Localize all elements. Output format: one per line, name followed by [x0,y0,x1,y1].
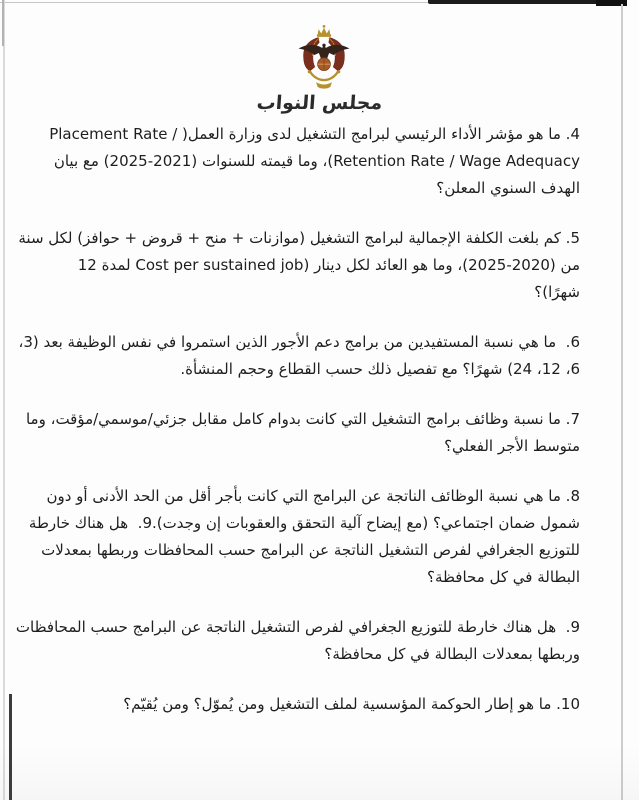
question-line: البطالة في كل محافظة؟ [427,568,580,586]
question-line: 4. ما هو مؤشر الأداء الرئيسي لبرامج التشغيل لدى وزارة العمل( / Placement Rate [49,125,580,143]
question-line: 8. ما هي نسبة الوظائف الناتجة عن البرامج التي كانت بأجر أقل من الحد الأدنى أو دون [46,487,580,505]
question-item-9 [15,614,580,668]
question-line: شهرًا)؟ [534,283,580,301]
question-item-6 [18,329,580,383]
question-line: الهدف السنوي المعلن؟ [436,179,580,197]
scan-edge-left-top [2,0,4,46]
question-item-4 [40,121,580,202]
question-item-5 [18,225,580,306]
jordan-coat-of-arms-icon [292,24,356,94]
scan-edge-top-faint [0,2,625,3]
question-line: وربطها بمعدلات البطالة في كل محافظة؟ [324,645,580,663]
question-item-7 [25,406,580,460]
question-line: للتوزيع الجغرافي لفرص التشغيل الناتجة عن البرامج حسب المحافظات وربطها بمعدلات [41,541,580,559]
question-line: 7. ما نسبة وظائف برامج التشغيل التي كانت بدوام كامل مقابل جزئي/موسمي/مؤقت، وما [25,410,580,428]
question-line: 10. ما هو إطار الحوكمة المؤسسية لملف التشغيل ومن يُموّل؟ ومن يُقيّم؟ [123,695,580,713]
scan-edge-top-blob [596,0,627,6]
question-line: 5. كم بلغت الكلفة الإجمالية لبرامج التشغيل (موازنات + منح + قروض + حوافز) لكل سنة [18,229,580,247]
question-line: من (2020-2025)، وما هو العائد لكل دينار (Cost per sustained job لمدة 12 [77,256,580,274]
scan-edge-left-bottom [9,694,12,800]
question-line: Retention Rate / Wage Adequacy)، وما قيمته للسنوات (2021-2025) مع بيان [53,152,580,170]
scan-edge-right [621,4,623,800]
questions-list [15,121,580,741]
question-line: شمول ضمان اجتماعي؟ (مع إيضاح آلية التحقق والعقوبات إن وجدت).9. هل هناك خارطة [28,514,580,532]
scan-edge-top-dark [428,0,627,4]
org-name: مجلس النواب [255,92,384,114]
question-line: 6. ما هي نسبة المستفيدين من برامج دعم الأجور الذين استمروا في نفس الوظيفة بعد (3، [18,333,580,351]
scan-edge-left [3,0,5,800]
question-line: 9. هل هناك خارطة للتوزيع الجغرافي لفرص التشغيل الناتجة عن البرامج حسب المحافظات [15,618,580,636]
scan-shadow-bottom [0,746,639,800]
question-line: متوسط الأجر الفعلي؟ [444,437,580,455]
question-line: 6، 12، 24) شهرًا؟ مع تفصيل ذلك حسب القطاع وحجم المنشأة. [180,360,580,378]
question-item-10 [40,691,580,718]
question-item-8 [28,483,580,591]
